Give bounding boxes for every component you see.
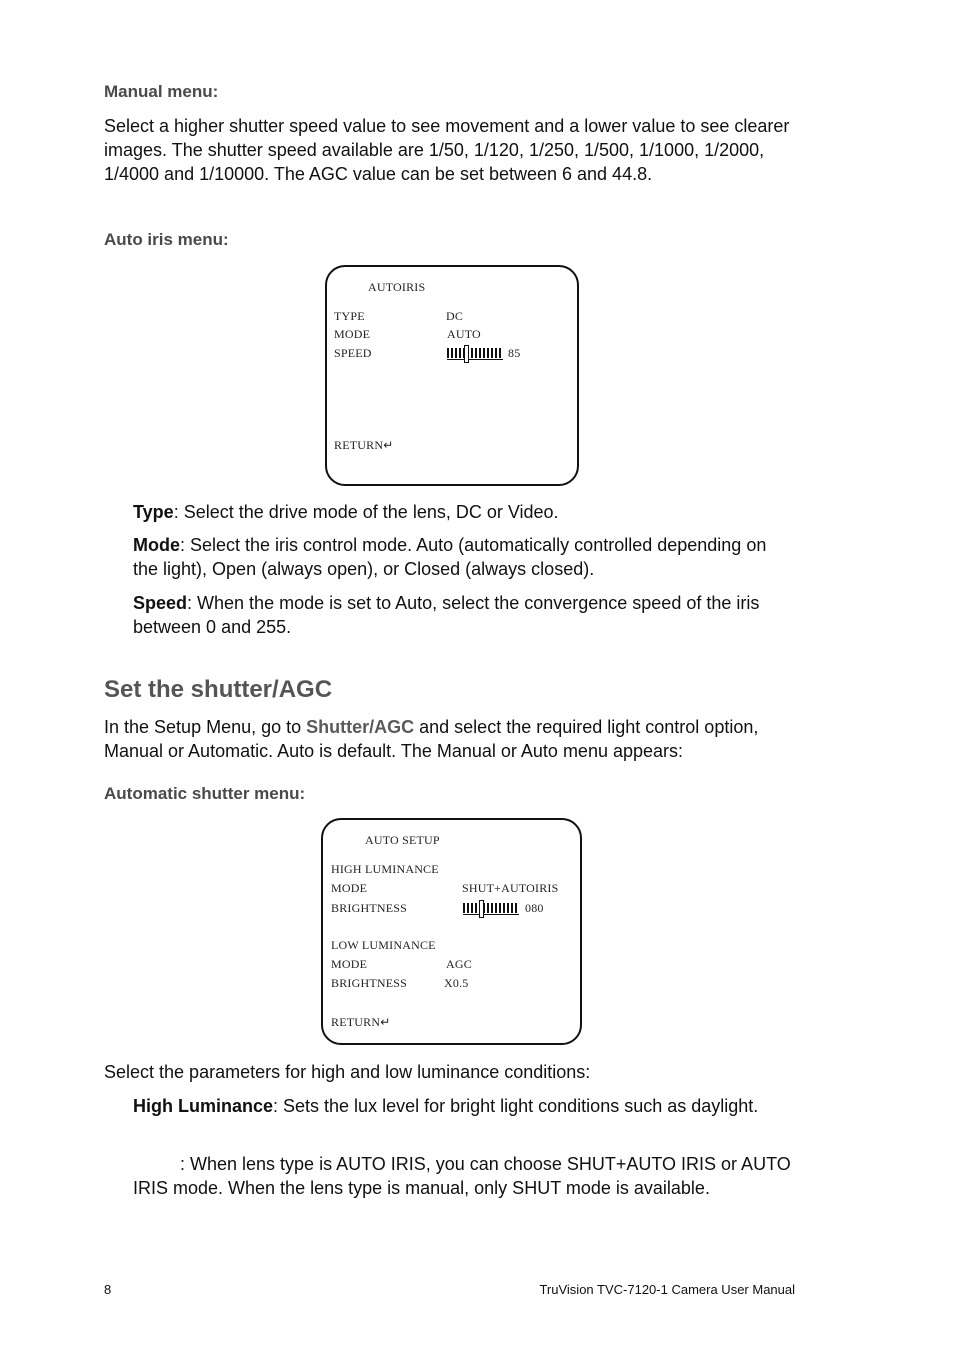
osd-return-label: RETURN↵	[334, 438, 394, 452]
item-text: : Select the drive mode of the lens, DC or Video.	[173, 502, 559, 522]
item-term: High Luminance	[133, 1096, 274, 1116]
osd-high-brightness-label: BRIGHTNESS	[331, 901, 408, 915]
osd-title: AUTO SETUP	[365, 833, 440, 847]
automatic-shutter-heading: Automatic shutter menu:	[104, 784, 306, 803]
page-number: 8	[104, 1282, 112, 1297]
autoiris-osd-screen	[325, 265, 579, 486]
osd-high-brightness-value: 080	[525, 901, 544, 915]
auto-iris-heading: Auto iris menu:	[104, 230, 229, 249]
item-mode	[133, 533, 793, 581]
osd-low-luminance: LOW LUMINANCE	[331, 938, 436, 952]
select-parameters-text: Select the parameters for high and low luminance conditions:	[104, 1062, 591, 1082]
osd-return-label: RETURN↵	[331, 1015, 391, 1029]
osd-low-mode-label: MODE	[331, 957, 368, 971]
item-text: : When the mode is set to Auto, select the convergence speed of the iris between 0 and 255.	[133, 593, 760, 637]
item-text: : When lens type is AUTO IRIS, you can choose SHUT+AUTO IRIS or AUTO IRIS mode. When the lens type is manual, only SHUT mode is available.	[133, 1154, 791, 1198]
osd-high-luminance: HIGH LUMINANCE	[331, 862, 439, 876]
manual-menu-heading: Manual menu:	[104, 82, 219, 101]
osd-high-mode-value: SHUT+AUTOIRIS	[462, 881, 559, 895]
osd-low-brightness-value: X0.5	[444, 976, 469, 990]
shutter-agc-menu-ref: Shutter/AGC	[306, 717, 415, 737]
section-heading: Set the shutter/AGC	[104, 676, 333, 703]
item-mode-description	[133, 1152, 793, 1200]
osd-speed-bar	[447, 348, 503, 359]
osd-speed-label: SPEED	[334, 346, 372, 360]
osd-title: AUTOIRIS	[368, 280, 426, 294]
item-term: Speed	[133, 593, 188, 613]
osd-mode-value: AUTO	[447, 327, 481, 341]
osd-type-label: TYPE	[334, 309, 365, 323]
osd-low-mode-value: AGC	[446, 957, 472, 971]
item-high-luminance	[133, 1094, 793, 1118]
osd-high-mode-label: MODE	[331, 881, 368, 895]
osd-low-brightness-label: BRIGHTNESS	[331, 976, 408, 990]
item-text: : Sets the lux level for bright light conditions such as daylight.	[273, 1096, 759, 1116]
auto-setup-osd-screen	[321, 818, 582, 1045]
osd-mode-label: MODE	[334, 327, 371, 341]
item-term: Mode	[133, 535, 180, 555]
intro-text: and select the required light control option, Manual or Automatic. Auto is default. The Manual or Auto menu appears:	[104, 717, 759, 761]
item-type	[133, 500, 793, 524]
osd-speed-value: 85	[508, 346, 521, 360]
intro-text: In the Setup Menu, go to	[104, 717, 307, 737]
item-text: : Select the iris control mode. Auto (automatically controlled depending on the light), Open (always open), or Closed (always closed).	[133, 535, 767, 579]
item-term: Type	[133, 502, 174, 522]
osd-speed-bar-knob	[464, 345, 469, 363]
osd-type-value: DC	[446, 309, 464, 323]
osd-high-brightness-bar	[463, 903, 519, 914]
osd-high-brightness-bar-knob	[479, 900, 484, 918]
manual-title: TruVision TVC-7120-1 Camera User Manual	[539, 1282, 795, 1297]
shutter-intro	[104, 715, 804, 763]
item-speed	[133, 591, 793, 639]
manual-menu-paragraph: Select a higher shutter speed value to see movement and a lower value to see clearer images. The shutter speed available are 1/50, 1/120, 1/250, 1/500, 1/1000, 1/2000, 1/4000 and 1/10000. The AGC value can be set between 6 and 44.8.	[104, 116, 790, 184]
